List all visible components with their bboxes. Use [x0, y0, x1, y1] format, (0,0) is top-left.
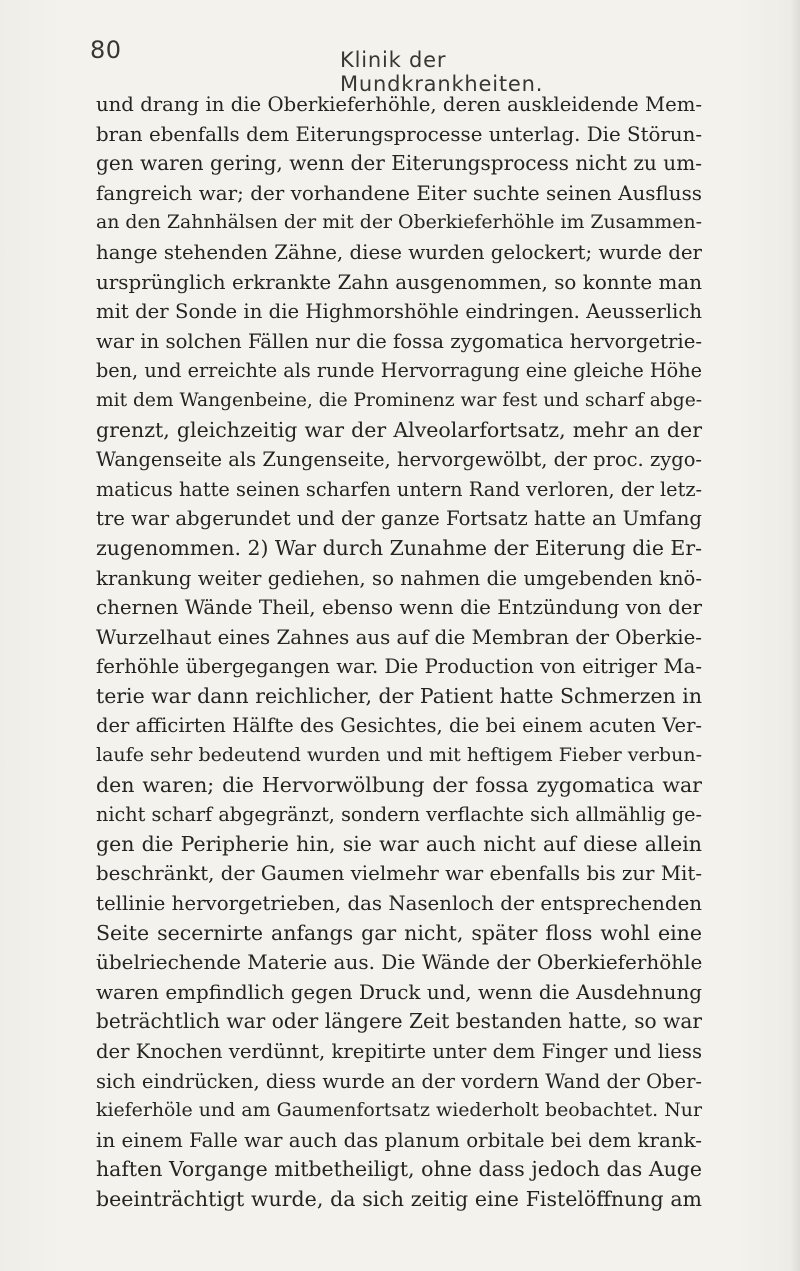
- text-line: mit der Sonde in die Highmorshöhle eindringen. Aeusserlich: [96, 300, 702, 324]
- text-line: ben, und erreichte als runde Hervorragung eine gleiche Höhe: [96, 359, 702, 383]
- text-line: bran ebenfalls dem Eiterungsprocesse unterlag. Die Störun-: [96, 122, 702, 146]
- text-line: übelriechende Materie aus. Die Wände der Oberkieferhöhle: [96, 950, 703, 975]
- text-line: ursprünglich erkrankte Zahn ausgenommen, so konnte man: [96, 270, 702, 294]
- text-line: gen die Peripherie hin, sie war auch nicht auf diese allein: [96, 831, 702, 856]
- text-line: Wangenseite als Zungenseite, hervorgewölbt, der proc. zygo-: [96, 448, 702, 472]
- text-line: der Knochen verdünnt, krepitirte unter dem Finger und liess: [96, 1040, 702, 1063]
- text-line: Seite secernirte anfangs gar nicht, später floss wohl eine: [96, 920, 702, 945]
- page-header: [90, 36, 650, 96]
- text-line: in einem Falle war auch das planum orbitale bei dem krank-: [96, 1128, 702, 1152]
- page-number: 80: [90, 36, 122, 64]
- text-line: gen waren gering, wenn der Eiterungsprocess nicht zu um-: [96, 151, 702, 176]
- text-line: chernen Wände Theil, ebenso wenn die Entzündung von der: [96, 596, 702, 620]
- text-line: terie war dann reichlicher, der Patient hatte Schmerzen in: [96, 683, 702, 708]
- text-line: beeinträchtigt wurde, da sich zeitig eine Fistelöffnung am: [96, 1186, 702, 1211]
- text-line: hange stehenden Zähne, diese wurden gelockert; wurde der: [96, 240, 702, 264]
- text-line: kieferhöle und am Gaumenfortsatz wiederholt beobachtet. Nur: [96, 1099, 702, 1122]
- text-line: maticus hatte seinen scharfen untern Rand verloren, der letz-: [96, 477, 702, 501]
- text-line: grenzt, gleichzeitig war der Alveolarfortsatz, mehr an der: [96, 417, 702, 442]
- text-line: beschränkt, der Gaumen vielmehr war ebenfalls bis zur Mit-: [96, 862, 702, 886]
- text-line: war in solchen Fällen nur die fossa zygomatica hervorgetrie-: [96, 329, 702, 353]
- text-line: haften Vorgange mitbetheiligt, ohne dass jedoch das Auge: [96, 1157, 702, 1182]
- body-text: [96, 90, 702, 1215]
- text-line: ferhöhle übergegangen war. Die Production von eitriger Ma-: [96, 655, 702, 679]
- text-line: laufe sehr bedeutend wurden und mit heftigem Fieber verbun-: [96, 744, 702, 767]
- text-line: Wurzelhaut eines Zahnes aus auf die Membran der Oberkie-: [96, 625, 702, 649]
- page-edge-shadow: [790, 0, 800, 1271]
- text-line: mit dem Wangenbeine, die Prominenz war fest und scharf abge-: [96, 389, 702, 411]
- text-line: der afficirten Hälfte des Gesichtes, die bei einem acuten Ver-: [96, 714, 702, 738]
- text-line: an den Zahnhälsen der mit der Oberkieferhöhle im Zusammen-: [96, 211, 702, 234]
- text-line: tellinie hervorgetrieben, das Nasenloch der entsprechenden: [96, 892, 702, 916]
- text-line: nicht scharf abgegränzt, sondern verflachte sich allmählig ge-: [96, 803, 702, 827]
- text-line: tre war abgerundet und der ganze Fortsatz hatte an Umfang: [96, 507, 702, 531]
- text-line: fangreich war; der vorhandene Eiter suchte seinen Ausfluss: [96, 181, 702, 205]
- text-line: und drang in die Oberkieferhöhle, deren auskleidende Mem-: [96, 93, 702, 116]
- text-line: sich eindrücken, diess wurde an der vordern Wand der Ober-: [96, 1069, 702, 1093]
- text-line: waren empfindlich gegen Druck und, wenn die Ausdehnung: [96, 980, 702, 1004]
- text-line: beträchtlich war oder längere Zeit bestanden hatte, so war: [96, 1009, 702, 1034]
- text-line: zugenommen. 2) War durch Zunahme der Eiterung die Er-: [96, 535, 702, 560]
- text-line: krankung weiter gediehen, so nahmen die umgebenden knö-: [96, 566, 702, 590]
- running-head: Klinik der Mundkrankheiten.: [340, 48, 544, 96]
- text-line: den waren; die Hervorwölbung der fossa zygomatica war: [96, 772, 702, 797]
